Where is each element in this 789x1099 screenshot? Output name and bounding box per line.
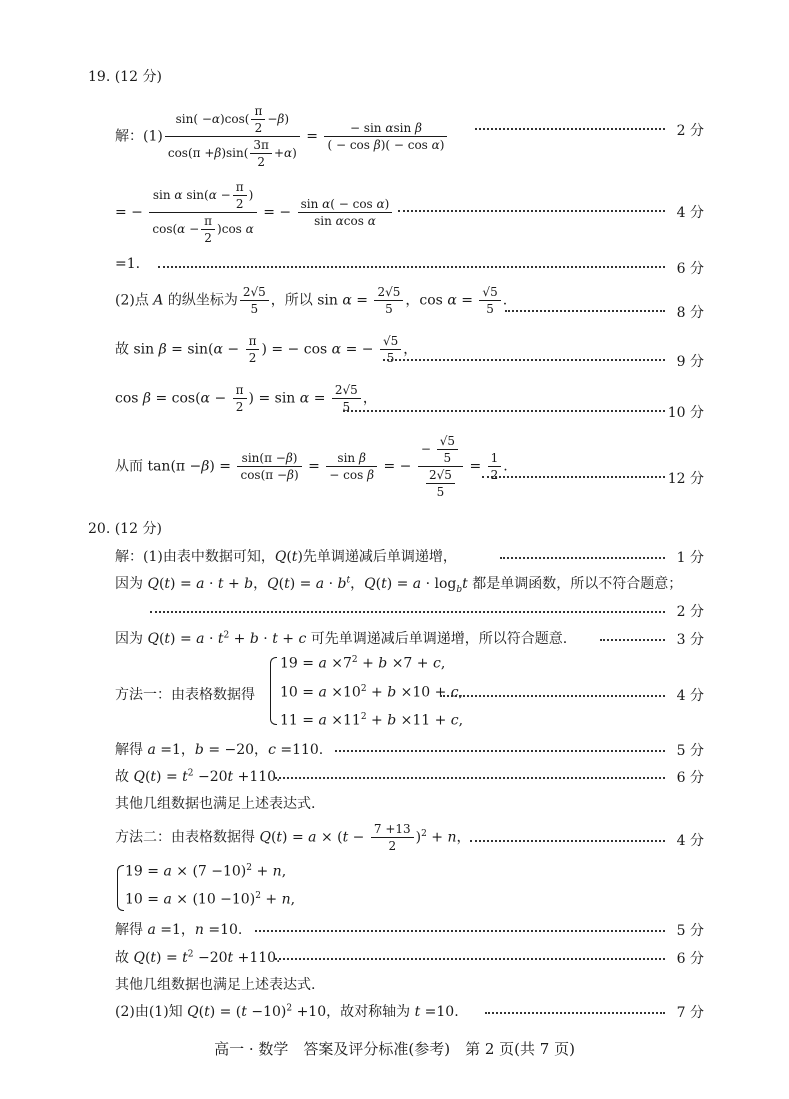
dot-leader bbox=[158, 266, 665, 268]
m1-result: 故 $Q(t) = t^2 -20t +110$. bbox=[115, 768, 281, 785]
points-label: 6 分 bbox=[676, 951, 704, 967]
m2-label: 方法二：由表格数据得 Q(t) = a × (t − $\frac{7 +13}{2}$ )$^2$ + n， bbox=[115, 822, 471, 853]
q19-line7: 从而 tan(π −β) = $\frac{\sin(\pi -\beta)}{\cos(\pi -\beta)}$ = $\frac{\text{sin β}}{\text{− cos β}}$ = − − $\frac{√5}{5}$ $\frac{2√5}{5}$ = $\frac{1}{2}$ . bbox=[115, 434, 508, 499]
points-label: 1 分 bbox=[676, 550, 704, 566]
points-label: 7 分 bbox=[676, 1005, 704, 1021]
dot-leader bbox=[255, 930, 665, 932]
points-label: 2 分 bbox=[676, 604, 704, 620]
m1-eq1: $19 = a \times 7^2 + b \times 7 + c$, bbox=[280, 655, 446, 672]
m2-solution: 解得 a =1，n =10. bbox=[115, 922, 243, 938]
points-label: 4 分 bbox=[676, 688, 704, 704]
q19-frac3: sin α sin(α − $\frac{\pi}{2}$ ) cos(α − $\frac{\pi}{2}$ )cos α bbox=[149, 180, 256, 245]
points-label: 12 分 bbox=[667, 471, 704, 487]
m2-eq1: $19 = a \times (7 -10)^2 + n$, bbox=[125, 863, 287, 880]
q19-line6: cos β = cos(α − $\frac{\pi}{2}$ ) = sin α = $\frac{2√5}{5}$ ， bbox=[115, 383, 377, 414]
q20-line1: 解：(1)由表中数据可知，Q(t)先单调递减后单调递增， bbox=[115, 549, 457, 565]
m1-eq3: $11 = a \times 11^2 + b \times 11 + c$, bbox=[280, 712, 464, 729]
points-label: 6 分 bbox=[676, 261, 704, 277]
points-label: 10 分 bbox=[667, 405, 704, 421]
points-label: 4 分 bbox=[676, 205, 704, 221]
dot-leader bbox=[505, 310, 665, 312]
dot-leader bbox=[600, 639, 665, 641]
dot-leader bbox=[275, 958, 665, 960]
points-label: 6 分 bbox=[676, 770, 704, 786]
points-label: 8 分 bbox=[676, 305, 704, 321]
dot-leader bbox=[275, 777, 665, 779]
points-label: 2 分 bbox=[676, 123, 704, 139]
q20-line3: 因为 $Q(t) = a \cdot t^2 + b \cdot t + c$ 可先单调递减后单调递增，所以符合题意. bbox=[115, 630, 568, 647]
q20-line2: 因为 Q(t) = a · t + b，$Q(t) = a \cdot b^t$，$Q(t) = a \cdot \log_bt$ 都是单调函数，所以不符合题意； bbox=[115, 575, 683, 595]
q19-line5: 故 sin β = sin(α − $\frac{\pi}{2}$ ) = − cos α = − $\frac{√5}{5}$ ， bbox=[115, 334, 418, 365]
q19-jie: 解：(1) bbox=[115, 128, 163, 145]
q19-header: 19. (12 分) bbox=[88, 69, 162, 85]
q20-last: (2)由(1)知 $Q(t) = (t -10)^2 +10$，故对称轴为 t =10. bbox=[115, 1003, 459, 1020]
dot-leader bbox=[482, 476, 665, 478]
dot-leader bbox=[440, 695, 665, 697]
dot-leader bbox=[398, 210, 665, 212]
points-label: 5 分 bbox=[676, 743, 704, 759]
dot-leader bbox=[500, 557, 665, 559]
m2-result: 故 $Q(t) = t^2 -20t +110$. bbox=[115, 949, 281, 966]
q19-line2: = − sin α sin(α − $\frac{\pi}{2}$ ) cos(α − $\frac{\pi}{2}$ )cos α = − $\frac{\text{sin α( − cos α)}}{\text{sin αcos α}}$ bbox=[115, 180, 394, 245]
dot-leader bbox=[470, 840, 665, 842]
q19-line3: =1. bbox=[115, 256, 141, 272]
q19-frac2: $\frac{\text{− sin αsin β}}{\text{( − cos β)( − cos α)}}$ bbox=[324, 121, 447, 152]
dot-leader bbox=[150, 611, 665, 613]
q19-line1: 解：(1) sin( −α)cos( $\frac{\pi}{2}$ −β) cos(π +β)sin( $\frac{3\pi}{2}$ +α) = $\frac{\text{− sin αsin β}}{\text{( − cos β)( − cos α)}}$ bbox=[115, 104, 449, 169]
left-brace bbox=[270, 657, 277, 725]
m2-note: 其他几组数据也满足上述表达式. bbox=[115, 977, 316, 993]
dot-leader bbox=[485, 1012, 665, 1014]
m1-note: 其他几组数据也满足上述表达式. bbox=[115, 796, 316, 812]
page-footer: 高一 · 数学 答案及评分标准(参考) 第 2 页(共 7 页) bbox=[214, 1040, 575, 1058]
points-label: 9 分 bbox=[676, 354, 704, 370]
points-label: 4 分 bbox=[676, 833, 704, 849]
m1-label: 方法一：由表格数据得 bbox=[115, 687, 255, 703]
dot-leader bbox=[475, 128, 665, 130]
m1-eq2: $10 = a \times 10^2 + b \times 10 + c$, bbox=[280, 684, 464, 701]
points-label: 3 分 bbox=[676, 632, 704, 648]
dot-leader bbox=[383, 359, 665, 361]
q20-header: 20. (12 分) bbox=[88, 521, 162, 537]
left-brace bbox=[117, 865, 124, 911]
points-label: 5 分 bbox=[676, 923, 704, 939]
q19-line4: (2)点 A 的纵坐标为 $\frac{2√5}{5}$ ，所以 sin α = $\frac{2√5}{5}$ ，cos α = $\frac{√5}{5}$ . bbox=[115, 285, 508, 316]
dot-leader bbox=[335, 750, 665, 752]
m1-solution: 解得 a =1，b = −20，c =110. bbox=[115, 742, 324, 758]
dot-leader bbox=[343, 410, 665, 412]
m2-eq2: $10 = a \times (10 -10)^2 + n$, bbox=[125, 891, 296, 908]
q19-frac1: sin( −α)cos( $\frac{\pi}{2}$ −β) cos(π +β)sin( $\frac{3\pi}{2}$ +α) bbox=[165, 104, 300, 169]
q19-frac4: $\frac{\text{sin α( − cos α)}}{\text{sin αcos α}}$ bbox=[298, 197, 393, 228]
